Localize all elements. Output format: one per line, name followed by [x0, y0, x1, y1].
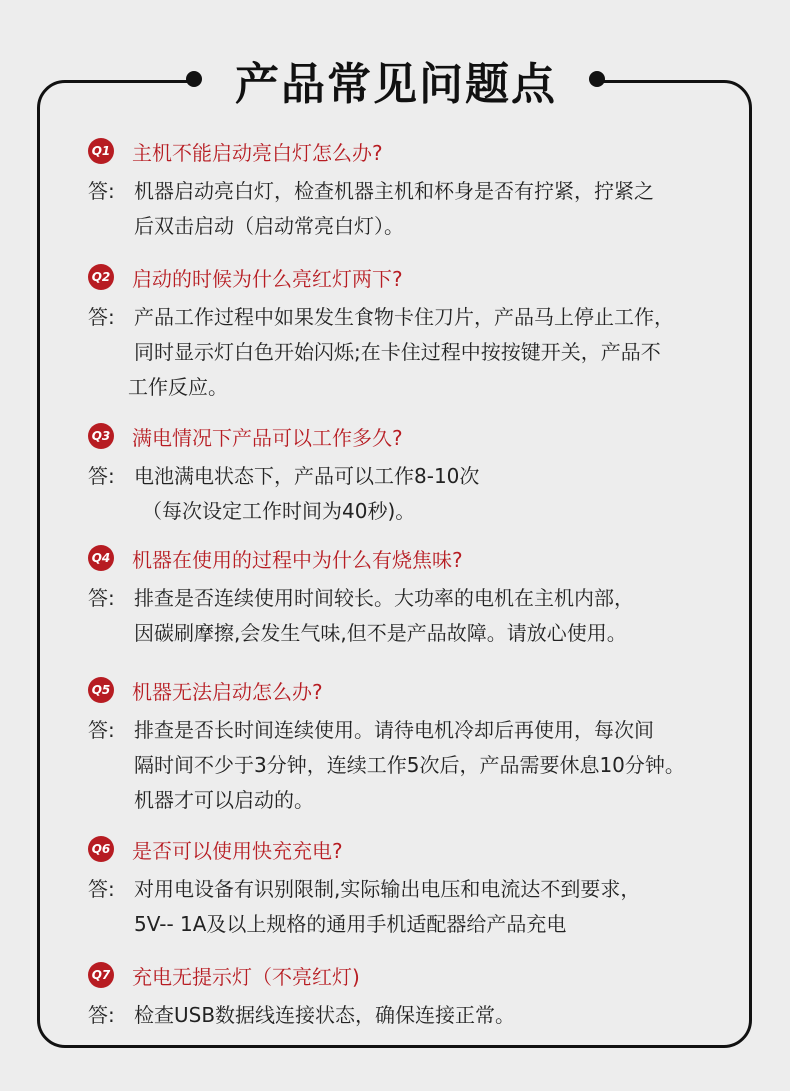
answer-line: 因碳刷摩擦,会发生气味,但不是产品故障。请放心使用。: [134, 621, 627, 645]
answer-line: 检查USB数据线连接状态，确保连接正常。: [134, 1003, 516, 1027]
answer-text: [134, 581, 634, 651]
faq-item: [88, 541, 728, 651]
answer-text: [134, 872, 640, 942]
answer-label: 答:: [88, 718, 115, 742]
answer-line: 工作反应。: [128, 375, 228, 399]
title-dot-left: [186, 71, 202, 87]
question-badge: Q7: [88, 962, 114, 988]
question-row: [88, 673, 728, 707]
question-text: 满电情况下产品可以工作多久?: [132, 425, 403, 450]
answer-row: [88, 459, 728, 529]
answer-line: （每次设定工作时间为40秒)。: [142, 499, 416, 523]
question-text: 主机不能启动亮白灯怎么办?: [132, 140, 383, 165]
answer-text: [134, 459, 479, 529]
page-title: 产品常见问题点: [235, 59, 557, 110]
question-row: [88, 134, 728, 168]
faq-list: [88, 134, 728, 1033]
answer-line: 隔时间不少于3分钟，连续工作5次后，产品需要休息10分钟。: [134, 753, 685, 777]
answer-line: 产品工作过程中如果发生食物卡住刀片，产品马上停止工作，: [134, 305, 674, 329]
title-banner: [190, 48, 602, 112]
answer-label: 答:: [88, 305, 115, 329]
answer-text: [134, 713, 685, 818]
question-text: 充电无提示灯（不亮红灯): [132, 964, 360, 989]
answer-line: 后双击启动（启动常亮白灯）。: [134, 214, 404, 238]
question-text: 机器无法启动怎么办?: [132, 679, 323, 704]
question-badge: Q6: [88, 836, 114, 862]
question-text: 启动的时候为什么亮红灯两下?: [132, 266, 403, 291]
answer-line: 排查是否连续使用时间较长。大功率的电机在主机内部，: [134, 586, 634, 610]
question-row: [88, 260, 728, 294]
question-row: [88, 419, 728, 453]
answer-line: 机器启动亮白灯，检查机器主机和杯身是否有拧紧，拧紧之: [134, 179, 654, 203]
question-text: 机器在使用的过程中为什么有烧焦味?: [132, 547, 463, 572]
faq-item: [88, 260, 728, 405]
answer-text: [134, 998, 515, 1033]
question-badge: Q5: [88, 677, 114, 703]
answer-label: 答:: [88, 1003, 115, 1027]
question-badge: Q1: [88, 138, 114, 164]
answer-line: 机器才可以启动的。: [134, 788, 314, 812]
answer-label: 答:: [88, 586, 115, 610]
answer-row: [88, 174, 728, 244]
faq-item: [88, 419, 728, 529]
answer-label: 答:: [88, 179, 115, 203]
answer-line: 电池满电状态下，产品可以工作8-10次: [134, 464, 480, 488]
faq-item: [88, 134, 728, 244]
question-badge: Q3: [88, 423, 114, 449]
answer-row: [88, 300, 728, 405]
question-row: [88, 832, 728, 866]
answer-line: 排查是否长时间连续使用。请待电机冷却后再使用，每次间: [134, 718, 654, 742]
answer-line: 5V-- 1A及以上规格的通用手机适配器给产品充电: [134, 912, 567, 936]
faq-item: [88, 958, 728, 1033]
answer-line: 对用电设备有识别限制,实际输出电压和电流达不到要求，: [134, 877, 641, 901]
question-text: 是否可以使用快充充电?: [132, 838, 343, 863]
title-dot-right: [589, 71, 605, 87]
answer-row: [88, 998, 728, 1033]
question-badge: Q2: [88, 264, 114, 290]
answer-label: 答:: [88, 464, 115, 488]
faq-item: [88, 832, 728, 942]
answer-row: [88, 713, 728, 818]
answer-line: 同时显示灯白色开始闪烁;在卡住过程中按按键开关，产品不: [134, 340, 661, 364]
question-badge: Q4: [88, 545, 114, 571]
faq-item: [88, 673, 728, 818]
question-row: [88, 541, 728, 575]
question-row: [88, 958, 728, 992]
answer-label: 答:: [88, 877, 115, 901]
answer-text: [134, 174, 654, 244]
answer-text: [128, 300, 674, 405]
answer-row: [88, 581, 728, 651]
answer-row: [88, 872, 728, 942]
